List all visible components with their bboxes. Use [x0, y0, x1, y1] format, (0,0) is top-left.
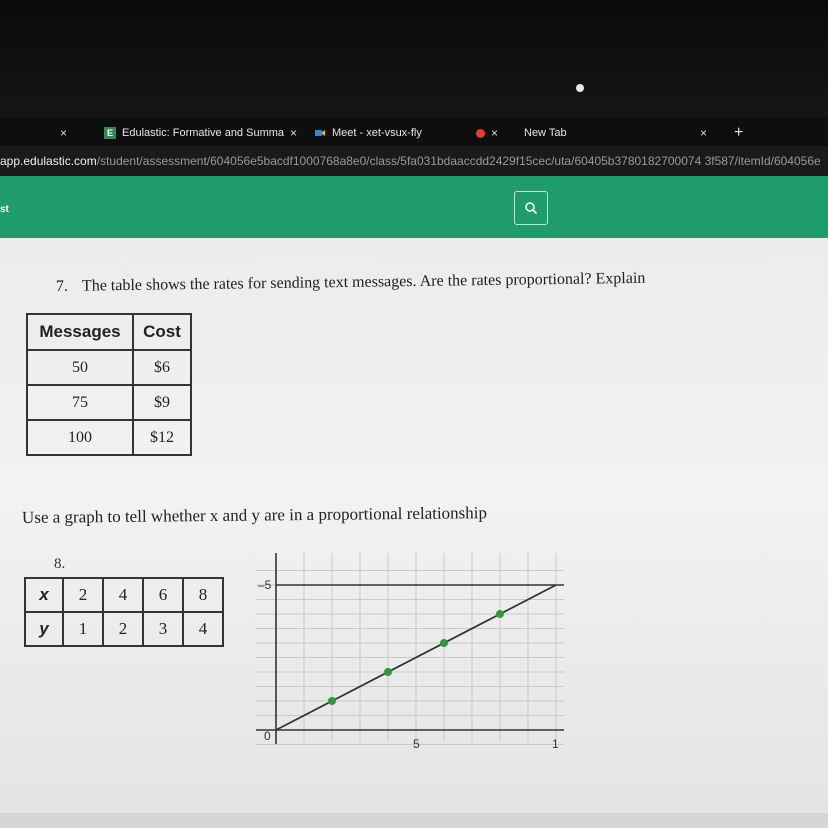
section-instruction: Use a graph to tell whether x and y are in a proportional relationship: [21, 503, 488, 527]
tab-close-icon[interactable]: ×: [491, 126, 499, 140]
table-cell: 100: [27, 420, 133, 455]
edulastic-favicon-icon: E: [104, 127, 116, 139]
tab-meet[interactable]: [314, 122, 422, 144]
tab-new-tab[interactable]: [524, 122, 567, 144]
table-row-y: [25, 612, 223, 646]
question-8-number: 8.: [54, 556, 66, 572]
question-text: The table shows the rates for sending text messages. Are the rates proportional? Explain: [81, 269, 646, 295]
table-row: [27, 385, 191, 420]
row-header: x: [25, 578, 63, 612]
table-row: [27, 420, 191, 455]
table-cell: $6: [133, 350, 191, 385]
data-point: [496, 610, 504, 618]
column-header: Cost: [133, 314, 191, 350]
table-header-row: [27, 314, 191, 350]
table-cell: 4: [103, 578, 143, 612]
table-cell: 8: [183, 578, 223, 612]
table-cell: 75: [27, 385, 133, 420]
table-cell: 1: [63, 612, 103, 646]
table-cell: 50: [27, 350, 133, 385]
table-cell: $12: [133, 420, 191, 455]
table-cell: $9: [133, 385, 191, 420]
column-header: Messages: [27, 314, 133, 350]
data-point: [384, 668, 392, 676]
question-number: 7.: [55, 277, 69, 295]
table-row-x: [25, 578, 223, 612]
data-point: [440, 639, 448, 647]
x-tick-label: 0: [264, 729, 271, 743]
table-row: [27, 350, 191, 385]
table-cell: 6: [143, 578, 183, 612]
search-icon: [524, 201, 538, 215]
tab-recording[interactable]: [476, 122, 498, 144]
data-point: [328, 697, 336, 705]
tab-edulastic[interactable]: [104, 122, 297, 144]
meet-camera-icon: [314, 127, 326, 139]
tab-close-icon[interactable]: ×: [60, 126, 68, 140]
search-button[interactable]: [514, 191, 548, 225]
screen-bottom-edge: [0, 813, 828, 828]
assessment-toolbar: [0, 176, 828, 238]
rates-table: [26, 313, 192, 456]
recording-dot-icon: [476, 129, 485, 138]
tab-title: New Tab: [524, 127, 567, 139]
table-cell: 2: [103, 612, 143, 646]
url-host: app.edulastic.com: [0, 154, 97, 168]
tab-previous[interactable]: [60, 122, 67, 144]
x-tick-label: 5: [413, 737, 420, 751]
tab-title: Edulastic: Formative and Summa: [122, 127, 285, 139]
tab-title: Meet - xet-vsux-fly: [332, 127, 422, 139]
address-bar[interactable]: [0, 146, 828, 176]
x-tick-label: 1: [552, 737, 559, 751]
table-cell: 3: [143, 612, 183, 646]
url-path: /student/assessment/604056e5bacdf1000768a8e0/class/5fa031bdaaccdd2429f15cec/uta/60405b3780182700074 3f587/itemId/604056e: [96, 154, 821, 168]
browser-tab-bar: [0, 118, 828, 146]
tab-close-icon[interactable]: ×: [290, 126, 298, 140]
webcam-light: [576, 84, 584, 92]
xy-table: [24, 577, 224, 647]
table-cell: 2: [63, 578, 103, 612]
proportional-graph: [248, 545, 568, 760]
tab-new-tab-close[interactable]: [700, 122, 707, 144]
row-header: y: [25, 612, 63, 646]
y-tick-label: –5: [258, 578, 272, 592]
table-cell: 4: [183, 612, 223, 646]
toolbar-label: st: [0, 204, 9, 215]
new-tab-button[interactable]: +: [734, 124, 744, 141]
monitor-bezel: [0, 0, 828, 118]
tab-close-icon[interactable]: ×: [700, 126, 708, 140]
